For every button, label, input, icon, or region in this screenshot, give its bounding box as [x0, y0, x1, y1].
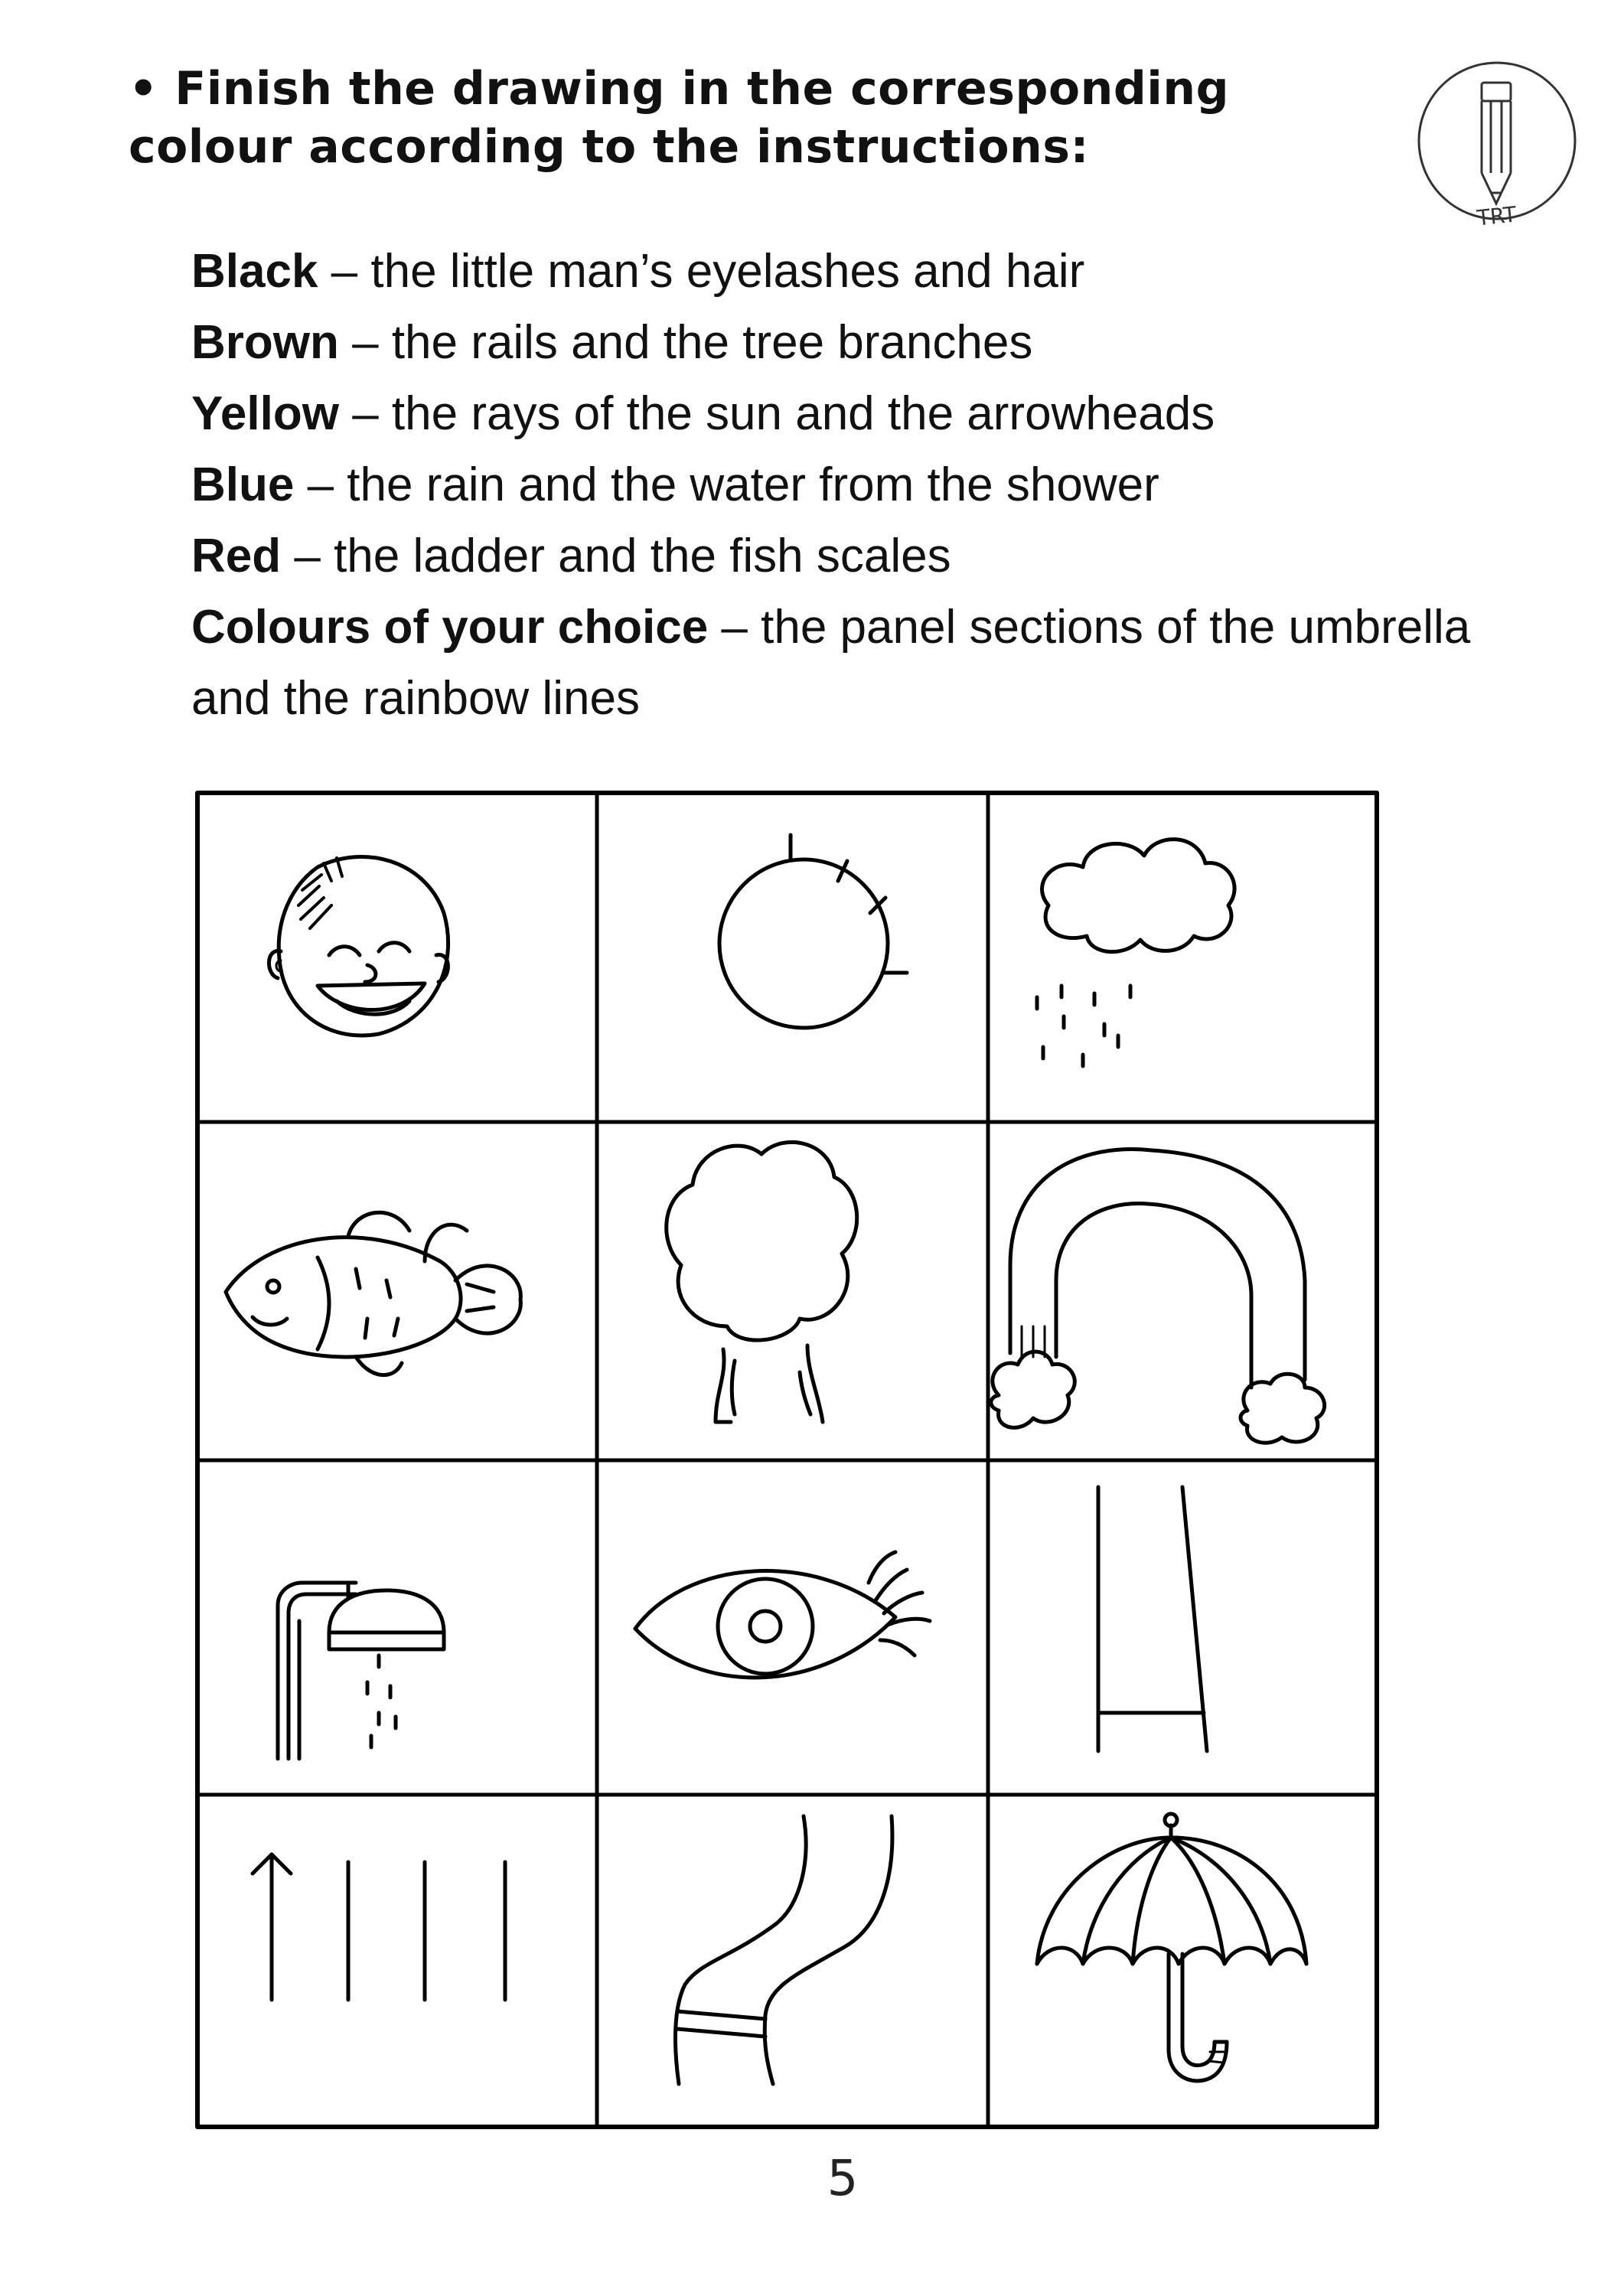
- instruction-black: [191, 236, 1508, 307]
- page-heading: • Finish the drawing in the corresponding colour according to the instructions:: [129, 62, 1230, 174]
- rails-icon: [675, 1816, 892, 2084]
- drawing-grid: [195, 791, 1379, 2129]
- sun-icon: [719, 835, 907, 1028]
- arrows-icon: [253, 1854, 505, 2000]
- fish-icon: [226, 1212, 520, 1375]
- trt-logo: [1405, 51, 1589, 234]
- color-name: Colours of your choice: [191, 601, 709, 654]
- rainbow-icon: [991, 1150, 1325, 1443]
- color-name: Red: [191, 530, 282, 582]
- pencil-icon: [1482, 83, 1511, 204]
- page-number: 5: [827, 2151, 859, 2207]
- instructions-list: [191, 236, 1508, 734]
- instruction-choice: [191, 592, 1508, 734]
- separator: –: [318, 245, 371, 298]
- instruction-text: the little man’s eyelashes and hair: [370, 245, 1085, 298]
- color-name: Black: [191, 245, 318, 298]
- color-name: Brown: [191, 316, 339, 369]
- rain-cloud-icon: [1037, 840, 1234, 1066]
- instruction-text: the ladder and the fish scales: [334, 530, 951, 582]
- instruction-yellow: [191, 378, 1508, 449]
- instruction-red: [191, 520, 1508, 592]
- eye-icon: [635, 1552, 930, 1678]
- color-name: Yellow: [191, 387, 339, 440]
- instruction-blue: [191, 449, 1508, 520]
- ladder-icon: [1098, 1487, 1207, 1751]
- instruction-text: the rays of the sun and the arrowheads: [391, 387, 1215, 440]
- instruction-text: the panel sections of the umbrella and the rainbow lines: [191, 601, 1471, 725]
- umbrella-icon: [1037, 1814, 1306, 2081]
- logo-text: TRT: [1476, 201, 1518, 231]
- separator: –: [708, 601, 761, 654]
- separator: –: [338, 387, 392, 440]
- tree-icon: [667, 1142, 857, 1422]
- color-name: Blue: [191, 458, 295, 511]
- instruction-text: the rails and the tree branches: [391, 316, 1033, 369]
- instruction-brown: [191, 307, 1508, 378]
- face-icon: [269, 857, 448, 1035]
- separator: –: [294, 458, 347, 511]
- instruction-text: the rain and the water from the shower: [347, 458, 1159, 511]
- shower-icon: [278, 1583, 444, 1759]
- separator: –: [338, 316, 392, 369]
- separator: –: [281, 530, 334, 582]
